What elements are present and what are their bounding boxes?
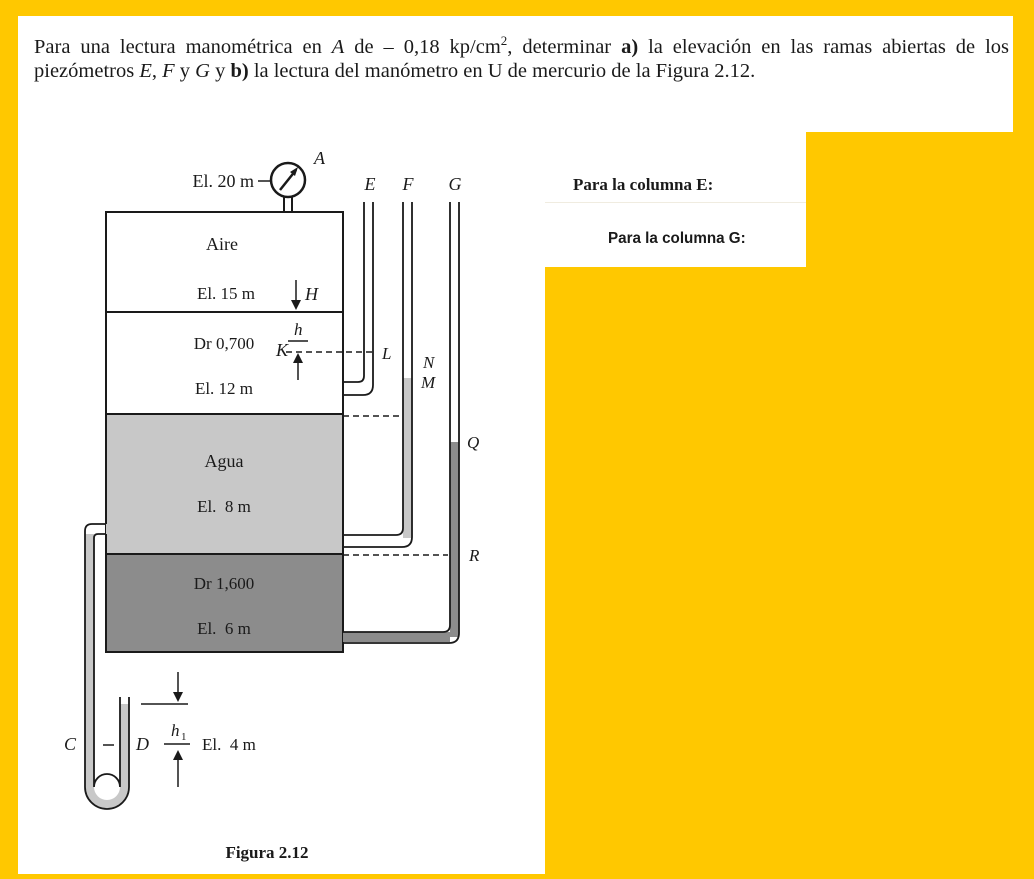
- column-e-note: Para la columna E:: [573, 175, 714, 194]
- problem-mid: , determinar: [507, 36, 622, 58]
- piezometer-f-ref: F: [162, 59, 175, 82]
- gauge-a-label: A: [314, 148, 325, 168]
- pipe-f-label: F: [402, 174, 414, 194]
- notes-panel: [545, 132, 806, 267]
- r-point-label: R: [469, 546, 480, 565]
- figure-panel: [18, 132, 545, 874]
- problem-comma: ,: [151, 59, 163, 82]
- u-tube-entry-fill: [106, 524, 114, 534]
- k-point-label: K: [276, 340, 289, 360]
- piezometer-e: [343, 202, 373, 395]
- small-h-label: h: [294, 320, 303, 339]
- problem-intro: Para una lectura manométrica en: [34, 36, 332, 58]
- pipe-f-water-fill: [403, 378, 412, 538]
- pressure-value: – 0,18 kp/cm: [383, 36, 501, 58]
- pipe-g-heavy-fill: [450, 442, 459, 637]
- piezometer-e-ref: E: [139, 59, 152, 82]
- d-point-label: D: [136, 734, 149, 754]
- pipe-g-bottom-fill: [343, 632, 450, 642]
- air-label: Aire: [206, 234, 238, 254]
- column-g-note: Para la columna G:: [608, 230, 746, 247]
- elevation-4-label: El. 4 m: [202, 735, 256, 754]
- elevation-6-label: El. 6 m: [197, 619, 251, 638]
- elevation-12-label: El. 12 m: [194, 379, 254, 398]
- n-point-label: N: [423, 353, 435, 372]
- h1-label: h: [171, 721, 180, 740]
- figure-caption: Figura 2.12: [225, 843, 309, 862]
- heavy-liquid-density-label: Dr 1,600: [193, 574, 255, 593]
- elevation-15-label: El. 15 m: [196, 284, 256, 303]
- m-point-label: M: [421, 373, 436, 392]
- problem-statement-panel: [18, 16, 1013, 132]
- part-a-marker: a): [621, 36, 639, 58]
- water-layer: [106, 414, 343, 554]
- part-a-text: la elevación en las ramas abiertas de los piezómetros: [34, 36, 1009, 82]
- problem-y1: y: [174, 59, 196, 82]
- c-point-label: C: [64, 734, 77, 754]
- notes-divider: [545, 202, 806, 203]
- piezometer-g: [343, 202, 459, 643]
- q-point-label: Q: [467, 433, 480, 452]
- piezometer-f: [343, 202, 412, 547]
- pipe-g-label: G: [448, 174, 462, 194]
- water-label: Agua: [204, 451, 244, 471]
- l-point-label: L: [382, 344, 392, 363]
- piezometer-g-ref: G: [195, 59, 210, 82]
- problem-de: de: [344, 36, 384, 58]
- elevation-20-label: El. 20 m: [192, 171, 254, 191]
- h1-height-arrows: [141, 672, 190, 787]
- tank-diagram: [18, 132, 545, 874]
- small-h-arrow: [293, 353, 303, 380]
- point-a-ref: A: [331, 36, 345, 58]
- part-b-marker: b): [230, 59, 249, 82]
- h1-subscript: 1: [181, 731, 187, 743]
- pressure-exponent: 2: [500, 33, 508, 49]
- h-height-label: H: [305, 284, 318, 304]
- height-h-arrow: [291, 280, 301, 310]
- elevation-8-label: El. 8 m: [197, 497, 251, 516]
- problem-text: [34, 33, 1009, 83]
- pressure-gauge-a: [258, 163, 305, 212]
- problem-y2: y: [209, 59, 231, 82]
- pipe-e-label: E: [364, 174, 376, 194]
- oil-density-label: Dr 0,700: [193, 334, 255, 353]
- part-b-text: la lectura del manómetro en U de mercurio de la Figura 2.12.: [248, 59, 756, 82]
